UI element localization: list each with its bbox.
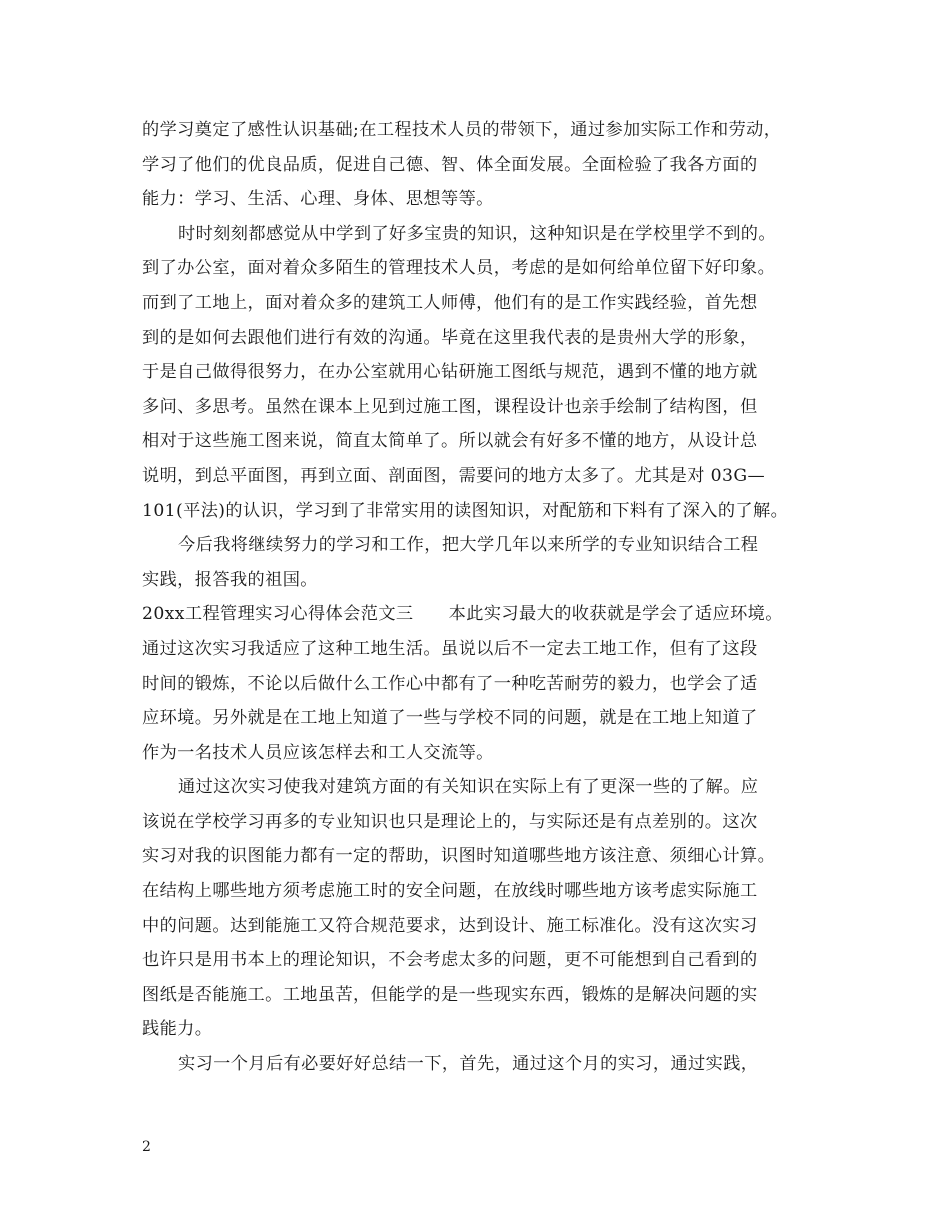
text-line: 时间的锻炼，不论以后做什么工作心中都有了一种吃苦耐劳的毅力，也学会了适 bbox=[142, 673, 758, 694]
text-line: 在结构上哪些地方须考虑施工时的安全问题，在放线时哪些地方该考虑实际施工 bbox=[142, 881, 758, 902]
text-line: 作为一名技术人员应该怎样去和工人交流等。 bbox=[142, 742, 494, 763]
text-line: 实践，报答我的祖国。 bbox=[142, 569, 318, 590]
text-line: 20xx工程管理实习心得体会范文三 本此实习最大的收获就是学会了适应环境。 bbox=[142, 604, 783, 625]
text-line: 也许只是用书本上的理论知识，不会考虑太多的问题，更不可能想到自己看到的 bbox=[142, 950, 758, 971]
text-line: 通过这次实习使我对建筑方面的有关知识在实际上有了更深一些的了解。应 bbox=[178, 777, 759, 798]
text-line: 时时刻刻都感觉从中学到了好多宝贵的知识，这种知识是在学校里学不到的。 bbox=[178, 223, 776, 244]
text-line: 到的是如何去跟他们进行有效的沟通。毕竟在这里我代表的是贵州大学的形象， bbox=[142, 327, 758, 348]
text-line: 通过这次实习我适应了这种工地生活。虽说以后不一定去工地工作，但有了这段 bbox=[142, 638, 758, 659]
text-line: 相对于这些施工图来说，简直太简单了。所以就会有好多不懂的地方，从设计总 bbox=[142, 431, 758, 452]
text-line: 应环境。另外就是在工地上知道了一些与学校不同的问题，就是在工地上知道了 bbox=[142, 708, 758, 729]
text-line: 而到了工地上，面对着众多的建筑工人师傅，他们有的是工作实践经验，首先想 bbox=[142, 292, 758, 313]
body-text bbox=[142, 113, 842, 1082]
page-number: 2 bbox=[142, 1139, 151, 1155]
text-line: 能力：学习、生活、心理、身体、思想等等。 bbox=[142, 189, 494, 210]
text-line: 的学习奠定了感性认识基础;在工程技术人员的带领下，通过参加实际工作和劳动， bbox=[142, 120, 782, 140]
text-line: 到了办公室，面对着众多陌生的管理技术人员，考虑的是如何给单位留下好印象。 bbox=[142, 258, 776, 279]
text-line: 践能力。 bbox=[142, 1019, 213, 1040]
text-line: 多问、多思考。虽然在课本上见到过施工图，课程设计也亲手绘制了结构图，但 bbox=[142, 396, 758, 417]
text-line: 101(平法)的认识，学习到了非常实用的读图知识，对配筋和下料有了深入的了解。 bbox=[142, 500, 789, 521]
text-line: 今后我将继续努力的学习和工作，把大学几年以来所学的专业知识结合工程 bbox=[178, 535, 759, 556]
text-line: 学习了他们的优良品质，促进自己德、智、体全面发展。全面检验了我各方面的 bbox=[142, 154, 758, 175]
text-line: 实习一个月后有必要好好总结一下，首先，通过这个月的实习，通过实践， bbox=[178, 1054, 759, 1075]
text-line: 该说在学校学习再多的专业知识也只是理论上的，与实际还是有点差别的。这次 bbox=[142, 811, 758, 832]
text-line: 说明，到总平面图，再到立面、剖面图，需要问的地方太多了。尤其是对 03G— bbox=[142, 465, 766, 486]
text-line: 中的问题。达到能施工又符合规范要求，达到设计、施工标准化。没有这次实习 bbox=[142, 915, 758, 936]
text-line: 于是自己做得很努力，在办公室就用心钻研施工图纸与规范，遇到不懂的地方就 bbox=[142, 362, 758, 383]
text-line: 图纸是否能施工。工地虽苦，但能学的是一些现实东西，锻炼的是解决问题的实 bbox=[142, 984, 758, 1005]
text-line: 实习对我的识图能力都有一定的帮助，识图时知道哪些地方该注意、须细心计算。 bbox=[142, 846, 776, 867]
